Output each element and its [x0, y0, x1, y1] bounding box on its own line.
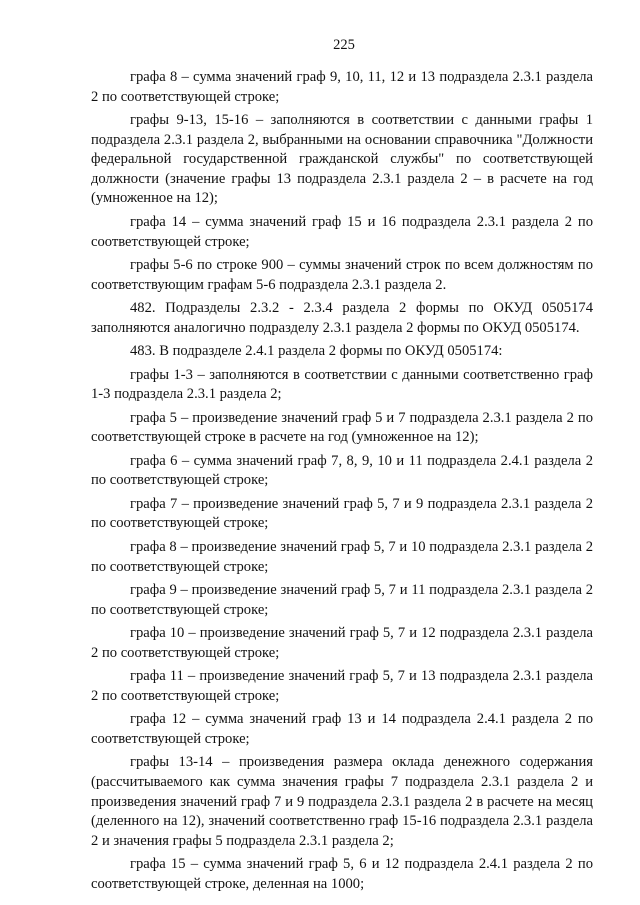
page-number: 225 [333, 37, 355, 53]
paragraph: графа 15 – сумма значений граф 5, 6 и 12 подраздела 2.4.1 раздела 2 по соответствующей строке, деленная на 1000; [91, 856, 593, 892]
paragraph: графы 9-13, 15-16 – заполняются в соответствии с данными графы 1 подраздела 2.3.1 раздела 2, выбранными на основании справочника "Должности федеральной государственной гражданской службы" по соответствующей должности (значение графы 13 подраздела 2.3.1 раздела 2 – в расчете на год (умноженное на 12); [91, 112, 593, 207]
document-body [91, 68, 593, 894]
paragraph: графа 10 – произведение значений граф 5, 7 и 12 подраздела 2.3.1 раздела 2 по соответствующей строке; [91, 625, 593, 661]
paragraph: графа 5 – произведение значений граф 5 и 7 подраздела 2.3.1 раздела 2 по соответствующей строке в расчете на год (умноженное на 12); [91, 409, 593, 446]
paragraph: графы 1-3 – заполняются в соответствии с данными соответственно граф 1-3 подраздела 2.3.1 раздела 2; [91, 366, 593, 403]
paragraph: графа 6 – сумма значений граф 7, 8, 9, 10 и 11 подраздела 2.4.1 раздела 2 по соответствующей строке; [91, 452, 593, 489]
paragraph: графы 13-14 – произведения размера оклада денежного содержания (рассчитываемого как сумма значения графы 7 подраздела 2.3.1 раздела 2 и произведения значений граф 7 и 9 подраздела 2.3.1 раздела 2 в расчете на месяц (деленного на 12), значений соответственно граф 15-16 подраздела 2.3.1 раздела 2 и значения графы 5 подраздела 2.3.1 раздела 2; [91, 754, 593, 849]
paragraph: графа 11 – произведение значений граф 5, 7 и 13 подраздела 2.3.1 раздела 2 по соответствующей строке; [91, 668, 593, 704]
paragraph: 482. Подразделы 2.3.2 - 2.3.4 раздела 2 формы по ОКУД 0505174 заполняются аналогично подразделу 2.3.1 раздела 2 формы по ОКУД 0505174. [91, 300, 593, 336]
paragraph: графы 5-6 по строке 900 – суммы значений строк по всем должностям по соответствующим графам 5-6 подраздела 2.3.1 раздела 2. [91, 257, 593, 293]
paragraph: графа 8 – произведение значений граф 5, 7 и 10 подраздела 2.3.1 раздела 2 по соответствующей строке; [91, 538, 593, 575]
paragraph: графа 12 – сумма значений граф 13 и 14 подраздела 2.4.1 раздела 2 по соответствующей строке; [91, 711, 593, 747]
paragraph: графа 8 – сумма значений граф 9, 10, 11, 12 и 13 подраздела 2.3.1 раздела 2 по соответствующей строке; [91, 69, 593, 105]
paragraph: графа 14 – сумма значений граф 15 и 16 подраздела 2.3.1 раздела 2 по соответствующей строке; [91, 213, 593, 250]
paragraph: графа 7 – произведение значений граф 5, 7 и 9 подраздела 2.3.1 раздела 2 по соответствующей строке; [91, 495, 593, 532]
paragraph: графа 9 – произведение значений граф 5, 7 и 11 подраздела 2.3.1 раздела 2 по соответствующей строке; [91, 582, 593, 618]
paragraph: 483. В подразделе 2.4.1 раздела 2 формы по ОКУД 0505174: [130, 343, 503, 360]
